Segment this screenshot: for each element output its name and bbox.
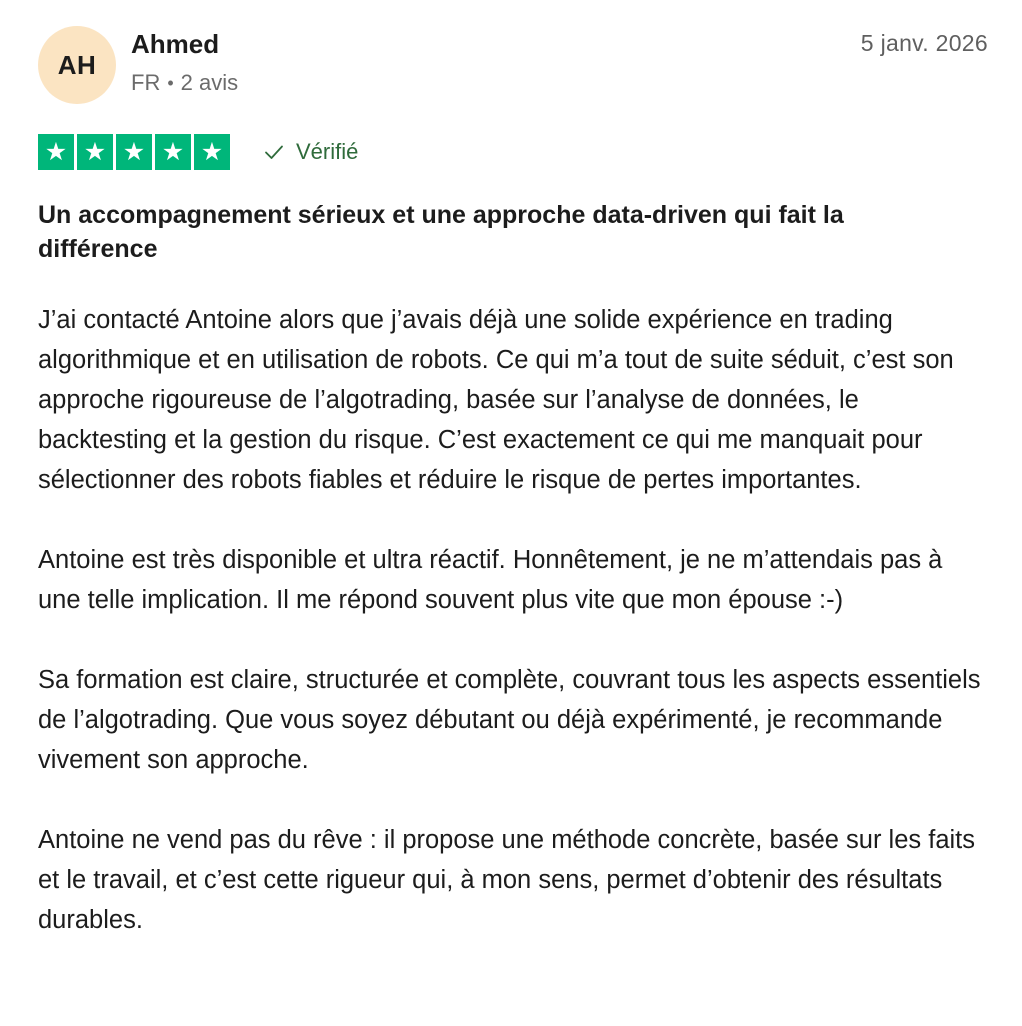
star-icon: ★	[77, 134, 113, 170]
reviewer-identity	[131, 28, 238, 96]
review-paragraph: Antoine ne vend pas du rêve : il propose une méthode concrète, basée sur les faits et le travail, et c’est cette rigueur qui, à mon sens, permet d’obtenir des résultats durables.	[38, 826, 976, 934]
star-icon: ★	[155, 134, 191, 170]
reviewer-meta	[131, 70, 238, 96]
reviewer-review-count: 2 avis	[180, 70, 239, 95]
review-body	[38, 300, 988, 940]
star-icon: ★	[194, 134, 230, 170]
verified-badge[interactable]	[262, 139, 358, 165]
check-icon	[262, 140, 286, 164]
avatar[interactable]: AH	[38, 26, 116, 104]
review-header	[38, 0, 988, 128]
meta-separator: •	[167, 73, 174, 93]
review-paragraph: J’ai contacté Antoine alors que j’avais déjà une solide expérience en trading algorithmique et en utilisation de robots. Ce qui m’a tout de suite séduit, c’est son approche rigoureuse de l’algotrading, basée sur l’analyse de données, le backtesting et la gestion du risque. C’est exactement ce qui me manquait pour sélectionner des robots fiables et réduire le risque de pertes importantes.	[38, 306, 954, 494]
star-icon: ★	[116, 134, 152, 170]
star-rating	[38, 134, 230, 170]
review-paragraph: Sa formation est claire, structurée et complète, couvrant tous les aspects essentiels de l’algotrading. Que vous soyez débutant ou déjà expérimenté, je recommande vivement son approche.	[38, 666, 981, 774]
rating-row	[38, 134, 988, 170]
verified-label: Vérifié	[296, 139, 359, 164]
review-paragraph: Antoine est très disponible et ultra réactif. Honnêtement, je ne m’attendais pas à une telle implication. Il me répond souvent plus vite que mon épouse :-)	[38, 546, 943, 614]
reviewer-name[interactable]: Ahmed	[131, 29, 220, 59]
star-icon: ★	[38, 134, 74, 170]
review-title: Un accompagnement sérieux et une approche data-driven qui fait la différence	[38, 201, 844, 263]
reviewer-country: FR	[131, 70, 161, 95]
review-date: 5 janv. 2026	[860, 30, 988, 56]
